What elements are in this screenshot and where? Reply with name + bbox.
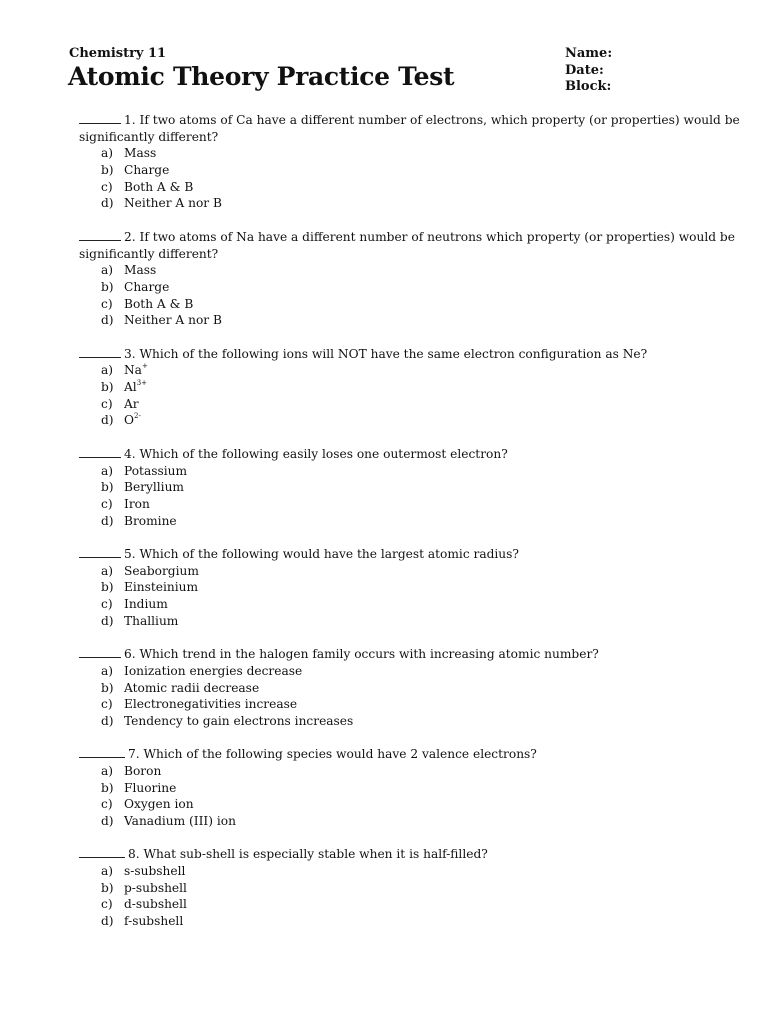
question-item (79, 229, 735, 329)
question-item (79, 346, 719, 429)
answer-option (79, 563, 719, 580)
answer-option (79, 463, 719, 480)
answer-option (79, 579, 719, 596)
question-item (79, 746, 719, 829)
answer-option (79, 696, 719, 713)
option-text: Boron (124, 763, 162, 778)
answer-option (79, 279, 719, 296)
option-letter: c) (101, 797, 113, 812)
option-text: Einsteinium (124, 580, 199, 595)
option-text: Oxygen ion (124, 797, 194, 812)
option-text: Al (124, 380, 137, 395)
answer-option (79, 262, 719, 279)
option-letter: b) (101, 680, 114, 695)
answer-option (79, 913, 719, 930)
question-prompt (79, 546, 719, 563)
option-letter: b) (101, 880, 114, 895)
answer-option (79, 145, 719, 162)
page-title: Atomic Theory Practice Test (68, 62, 455, 91)
option-letter: c) (101, 179, 113, 194)
question-text-continued: significantly different? (79, 246, 219, 261)
option-text: Atomic radii decrease (124, 680, 260, 695)
option-letter: d) (101, 413, 114, 428)
option-text: Both A & B (124, 179, 194, 194)
option-letter: d) (101, 914, 114, 929)
option-letter: c) (101, 897, 113, 912)
option-text: Fluorine (124, 780, 177, 795)
option-letter: b) (101, 780, 114, 795)
option-text: Na (124, 363, 142, 378)
option-letter: d) (101, 613, 114, 628)
option-letter: b) (101, 380, 114, 395)
option-letter: d) (101, 814, 114, 829)
answer-option (79, 412, 719, 429)
question-prompt (79, 346, 719, 363)
option-text: d-subshell (124, 897, 187, 912)
option-text: Beryllium (124, 480, 184, 495)
option-letter: d) (101, 513, 114, 528)
option-letter: b) (101, 279, 114, 294)
question-item (79, 112, 740, 212)
option-letter: a) (101, 463, 114, 478)
answer-option (79, 680, 719, 697)
option-letter: a) (101, 864, 114, 879)
option-text: Vanadium (III) ion (124, 814, 236, 829)
option-list (79, 362, 719, 429)
question-text: 1. If two atoms of Ca have a different number of electrons, which property (or properties) would be (124, 113, 740, 127)
option-letter: b) (101, 163, 114, 178)
option-letter: a) (101, 763, 114, 778)
answer-option (79, 296, 719, 313)
option-letter: b) (101, 580, 114, 595)
option-letter: a) (101, 663, 114, 678)
answer-option (79, 179, 719, 196)
answer-option (79, 513, 719, 530)
answer-option (79, 813, 719, 830)
question-text: 6. Which trend in the halogen family occurs with increasing atomic number? (124, 647, 599, 662)
question-text-continued: significantly different? (79, 129, 219, 144)
question-item (79, 846, 719, 929)
ion-charge-superscript: 3+ (136, 379, 148, 388)
option-text: Indium (124, 597, 168, 612)
option-list (79, 563, 719, 630)
option-letter: c) (101, 296, 113, 311)
answer-option (79, 362, 719, 379)
question-text: 8. What sub-shell is especially stable when it is half-filled? (128, 847, 488, 862)
option-text: s-subshell (124, 864, 186, 879)
option-list (79, 463, 719, 530)
ion-charge-superscript: + (141, 362, 148, 371)
answer-option (79, 663, 719, 680)
option-text: Iron (124, 496, 150, 511)
answer-blank[interactable] (79, 447, 121, 458)
option-list (79, 763, 719, 830)
option-text: Neither A nor B (124, 313, 222, 328)
answer-blank[interactable] (79, 547, 121, 558)
option-letter: d) (101, 196, 114, 211)
question-text: 7. Which of the following species would have 2 valence electrons? (128, 747, 537, 762)
answer-option (79, 162, 719, 179)
option-letter: d) (101, 313, 114, 328)
date-label: Date: (565, 62, 604, 78)
option-text: Ar (124, 396, 139, 411)
option-text: Mass (124, 263, 157, 278)
option-text: Charge (124, 279, 170, 294)
answer-option (79, 780, 719, 797)
option-list (79, 663, 719, 730)
option-text: Both A & B (124, 296, 194, 311)
answer-option (79, 796, 719, 813)
answer-option (79, 713, 719, 730)
option-letter: c) (101, 697, 113, 712)
block-label: Block: (565, 79, 612, 94)
question-item (79, 546, 719, 629)
option-text: Electronegativities increase (124, 697, 298, 712)
answer-blank[interactable] (79, 747, 125, 758)
name-label: Name: (565, 46, 613, 61)
course-name: Chemistry 11 (69, 46, 167, 61)
option-text: Thallium (124, 613, 179, 628)
answer-blank[interactable] (79, 347, 121, 358)
option-letter: c) (101, 496, 113, 511)
answer-blank[interactable] (79, 647, 121, 658)
question-item (79, 646, 719, 729)
student-info-block (565, 46, 612, 96)
option-text: Potassium (124, 463, 188, 478)
option-letter: a) (101, 363, 114, 378)
answer-option (79, 479, 719, 496)
question-list (79, 112, 740, 947)
answer-option (79, 312, 719, 329)
question-text: 5. Which of the following would have the largest atomic radius? (124, 546, 519, 561)
option-text: p-subshell (124, 880, 187, 895)
option-letter: b) (101, 480, 114, 495)
answer-option (79, 613, 719, 630)
question-prompt (79, 646, 719, 663)
option-text: f-subshell (124, 914, 184, 929)
answer-blank[interactable] (79, 230, 121, 241)
option-text: Bromine (124, 513, 177, 528)
option-list (79, 262, 719, 329)
answer-blank[interactable] (79, 113, 121, 124)
answer-option (79, 863, 719, 880)
option-text: Seaborgium (124, 563, 199, 578)
option-list (79, 145, 719, 212)
option-text: Mass (124, 146, 157, 161)
question-prompt (79, 746, 719, 763)
answer-option (79, 880, 719, 897)
option-list (79, 863, 719, 930)
question-text: 2. If two atoms of Na have a different number of neutrons which property (or properties) would be (124, 229, 735, 244)
option-letter: a) (101, 146, 114, 161)
question-prompt (79, 229, 735, 246)
answer-option (79, 896, 719, 913)
option-letter: d) (101, 713, 114, 728)
ion-charge-superscript: 2- (134, 412, 141, 421)
option-letter: a) (101, 263, 114, 278)
question-item (79, 446, 719, 529)
option-letter: c) (101, 597, 113, 612)
answer-blank[interactable] (79, 847, 125, 858)
answer-option (79, 396, 719, 413)
option-text: Charge (124, 163, 170, 178)
option-text: Neither A nor B (124, 196, 222, 211)
question-text: 3. Which of the following ions will NOT have the same electron configuration as Ne? (124, 346, 648, 361)
question-prompt (79, 112, 740, 129)
question-prompt (79, 446, 719, 463)
option-text: Ionization energies decrease (124, 663, 303, 678)
question-prompt (79, 846, 719, 863)
option-letter: c) (101, 396, 113, 411)
answer-option (79, 596, 719, 613)
option-text: Tendency to gain electrons increases (124, 713, 354, 728)
answer-option (79, 379, 719, 396)
answer-option (79, 763, 719, 780)
option-text: O (124, 413, 134, 428)
answer-option (79, 496, 719, 513)
option-letter: a) (101, 563, 114, 578)
answer-option (79, 195, 719, 212)
question-text: 4. Which of the following easily loses one outermost electron? (124, 446, 508, 461)
